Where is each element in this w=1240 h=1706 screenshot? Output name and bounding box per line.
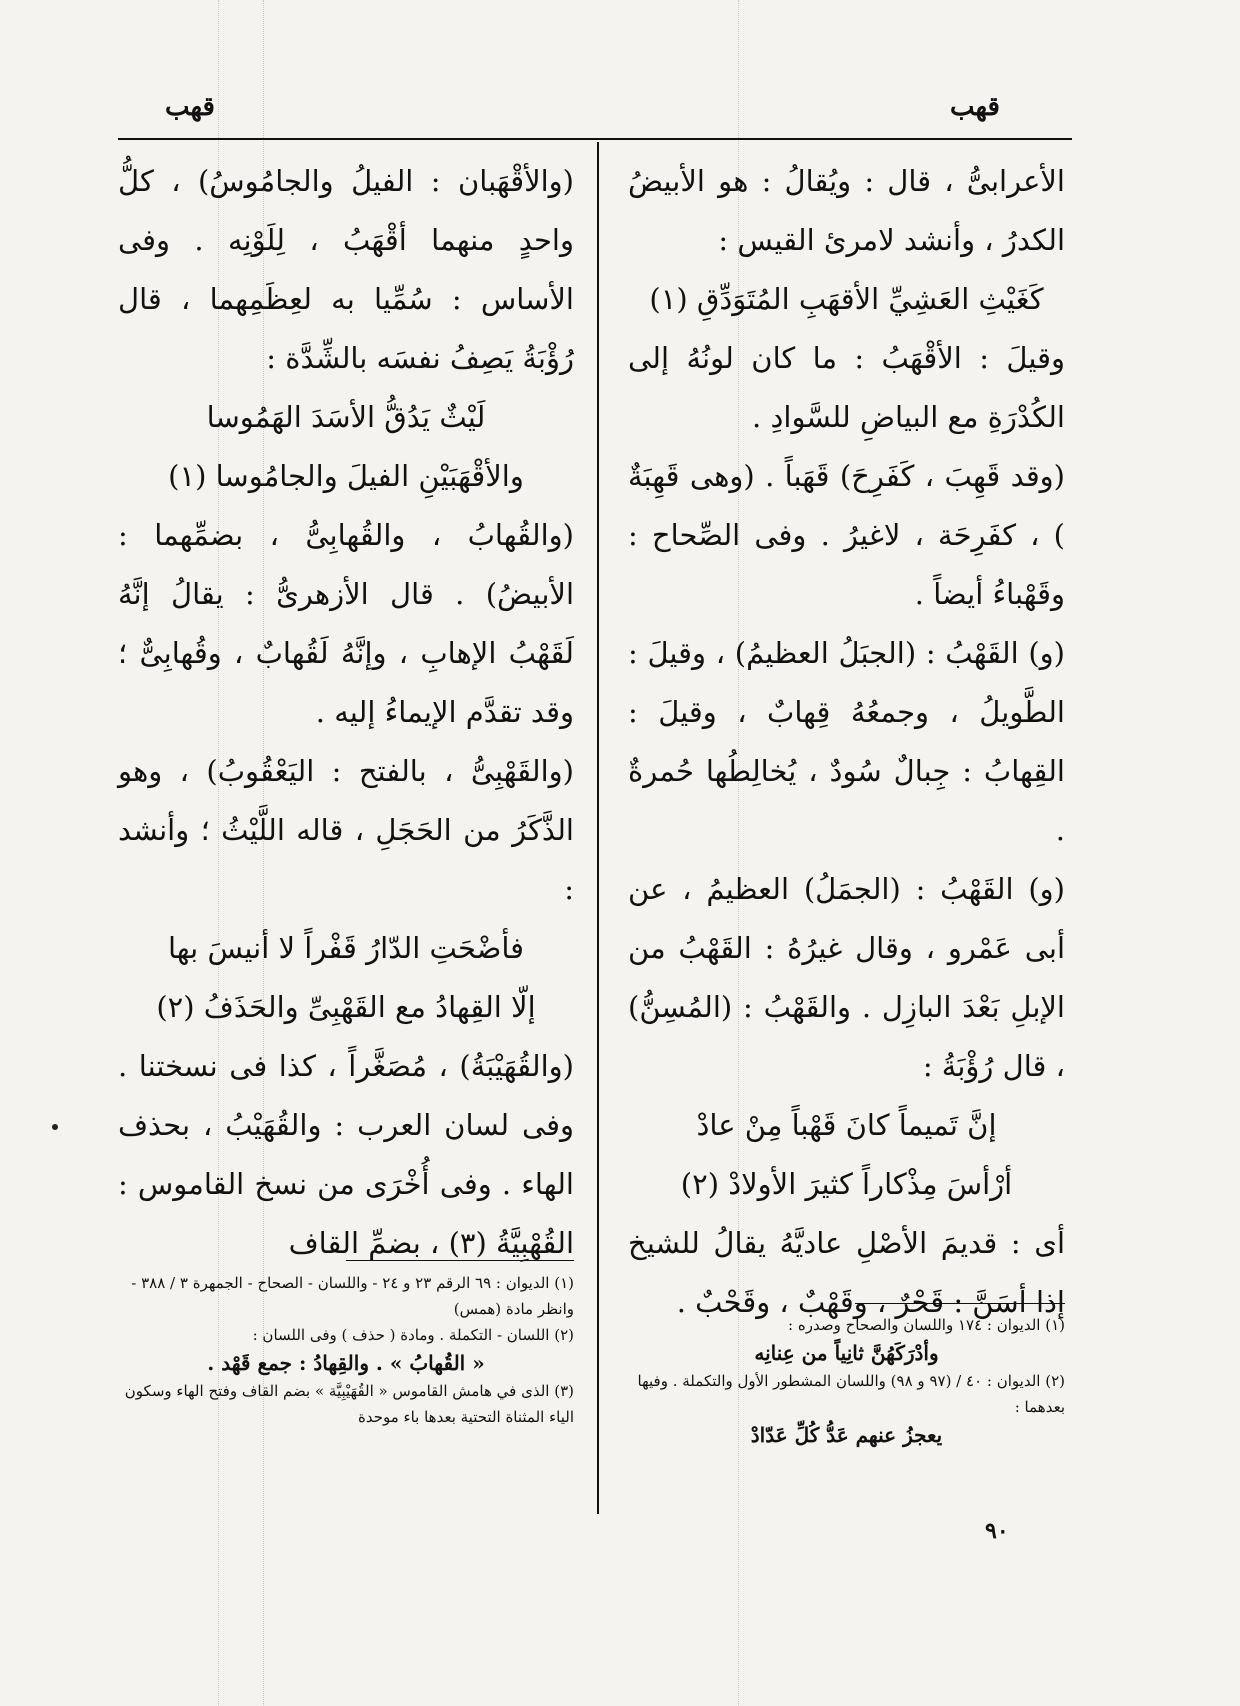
right-column — [628, 152, 1065, 1332]
left-column-verse: والأقْهَبَيْنِ الفيلَ والجامُوسا (١) — [168, 459, 524, 493]
left-footnote-paragraph: (٣) الذى في هامش القاموس « القُهَيْبِيَّة » بضم القاف وفتح الهاء وسكون الياء المثناة التحتية بعدها باء موحدة — [124, 1382, 574, 1426]
right-column-paragraph: وقيلَ : الأقْهَبُ : ما كان لونُهُ إلى الكُدْرَةِ مع البياضِ للسَّوادِ . — [628, 341, 1065, 434]
right-footnote-verse: وأدْرَكَهُنَّ ثانِياً من عِنانِه — [754, 1341, 939, 1365]
left-column-paragraph: (والقَهْبِىُّ ، بالفتح : اليَعْقُوبُ) ، وهو الذَّكَرُ من الحَجَلِ ، قاله اللَّيْثُ ؛ وأنشد : — [118, 754, 574, 906]
right-footnote-paragraph: (١) الديوان : ١٧٤ واللسان والصحاح وصدره : — [788, 1316, 1065, 1334]
right-column-paragraph: (وقد قَهِبَ ، كَفَرِحَ) قَهَباً . (وهى قَهِبَةٌ ) ، كفَرِحَة ، لاغيرُ . وفى الصِّحاح : وقَهْباءُ أيضاً . — [628, 459, 1065, 611]
left-column-verse: فأضْحَتِ الدّارُ قَفْراً لا أنيسَ بها — [167, 931, 525, 965]
right-column-paragraph: (و) القَهْبُ : (الجبَلُ العظيمُ) ، وقيلَ : الطَّويلُ ، وجمعُهُ قِهابٌ ، وقيلَ : القِهابُ : جِبالٌ سُودٌ ، يُخالِطُها حُمرةٌ . — [628, 636, 1065, 847]
header-rule — [118, 138, 1072, 140]
left-column-verse: إلّا القِهادُ مع القَهْبِىِّ والحَذَفُ (٢) — [156, 990, 536, 1024]
right-column-verse: إنَّ تَميماً كانَ قَهْباً مِنْ عادْ — [696, 1108, 997, 1142]
left-column — [118, 152, 574, 1273]
column-divider — [597, 142, 599, 1514]
running-header-left: قهب — [165, 92, 215, 122]
footnote-rule-right — [855, 1303, 1065, 1304]
left-footnote-paragraph: (٢) اللسان - التكملة . ومادة ( حذف ) وفى اللسان : — [252, 1326, 574, 1344]
left-column-paragraph: (والقُهَيْبَةُ) ، مُصَغَّراً ، كذا فى نسختنا . وفى لسان العرب : والقُهَيْبُ ، بحذف الهاء . وفى أُخْرَى من نسخ القاموس : القُهْبِيَّةُ (٣) ، بضمِّ القاف — [118, 1049, 574, 1260]
right-footnote-verse: يعجزُ عنهم عَدُّ كُلِّ عَدّادْ — [750, 1423, 943, 1447]
running-header-right: قهب — [950, 92, 1000, 122]
left-footnote-paragraph: (١) الديوان : ٦٩ الرقم ٢٣ و ٢٤ - واللسان - الصحاح - الجمهرة ٣ / ٣٨٨ - وانظر مادة (همس) — [131, 1274, 574, 1318]
right-column-paragraph: أى : قديمَ الأصْلِ عاديَّهُ يقالُ للشيخ إذا أسَنَّ : قَحْرٌ ، وقَهْبٌ ، وقَحْبٌ . — [628, 1226, 1065, 1319]
right-column-verse: كَغَيْثِ العَشِيِّ الأقهَبِ المُتَوَدِّقِ (١) — [649, 282, 1044, 316]
right-column-paragraph: (و) القَهْبُ : (الجمَلُ) العظيمُ ، عن أبى عَمْرو ، وقال غيرُهُ : القَهْبُ من الإبلِ بَعْدَ البازِل . والقَهْبُ : (المُسِنُّ) ، قال رُؤْبَةُ : — [628, 872, 1065, 1083]
left-column-paragraph: (والقُهابُ ، والقُهابِىُّ ، بضمِّهما : الأبيضُ) . قال الأزهرىُّ : يقالُ إنَّهُ لَقَهْبُ الإهابِ ، وإنَّهُ لَقُهابٌ ، وقُهابِىٌّ ؛ وقد تقدَّم الإيماءُ إليه . — [118, 518, 574, 729]
left-column-paragraph: (والأقْهَبان : الفيلُ والجامُوسُ) ، كلُّ واحدٍ منهما أقْهَبُ ، لِلَوْنِه . وفى الأساس : سُمِّيا به لعِظَمِهما ، قال رُؤْبَةُ يَصِفُ نفسَه بالشِّدَّة : — [118, 164, 574, 375]
left-footnotes — [118, 1270, 574, 1430]
left-column-verse: لَيْثٌ يَدُقُّ الأسَدَ الهَمُوسا — [206, 400, 486, 434]
scan-speck — [52, 1124, 58, 1130]
right-footnote-paragraph: (٢) الديوان : ٤٠ / (٩٧ و ٩٨) واللسان المشطور الأول والتكملة . وفيها بعدهما : — [637, 1372, 1065, 1416]
footnote-rule-left — [346, 1260, 574, 1261]
page-number: ٩٠ — [985, 1518, 1009, 1544]
right-footnotes — [628, 1312, 1065, 1450]
right-column-verse: أرْأسَ مِذْكاراً كثيرَ الأولادْ (٢) — [680, 1167, 1013, 1201]
left-footnote-verse: « القُهابُ » . والقِهادُ : جمع قَهْد . — [207, 1351, 485, 1375]
right-column-paragraph: الأعرابىُّ ، قال : ويُقالُ : هو الأبيضُ الكدرُ ، وأنشد لامرئ القيس : — [628, 164, 1065, 257]
